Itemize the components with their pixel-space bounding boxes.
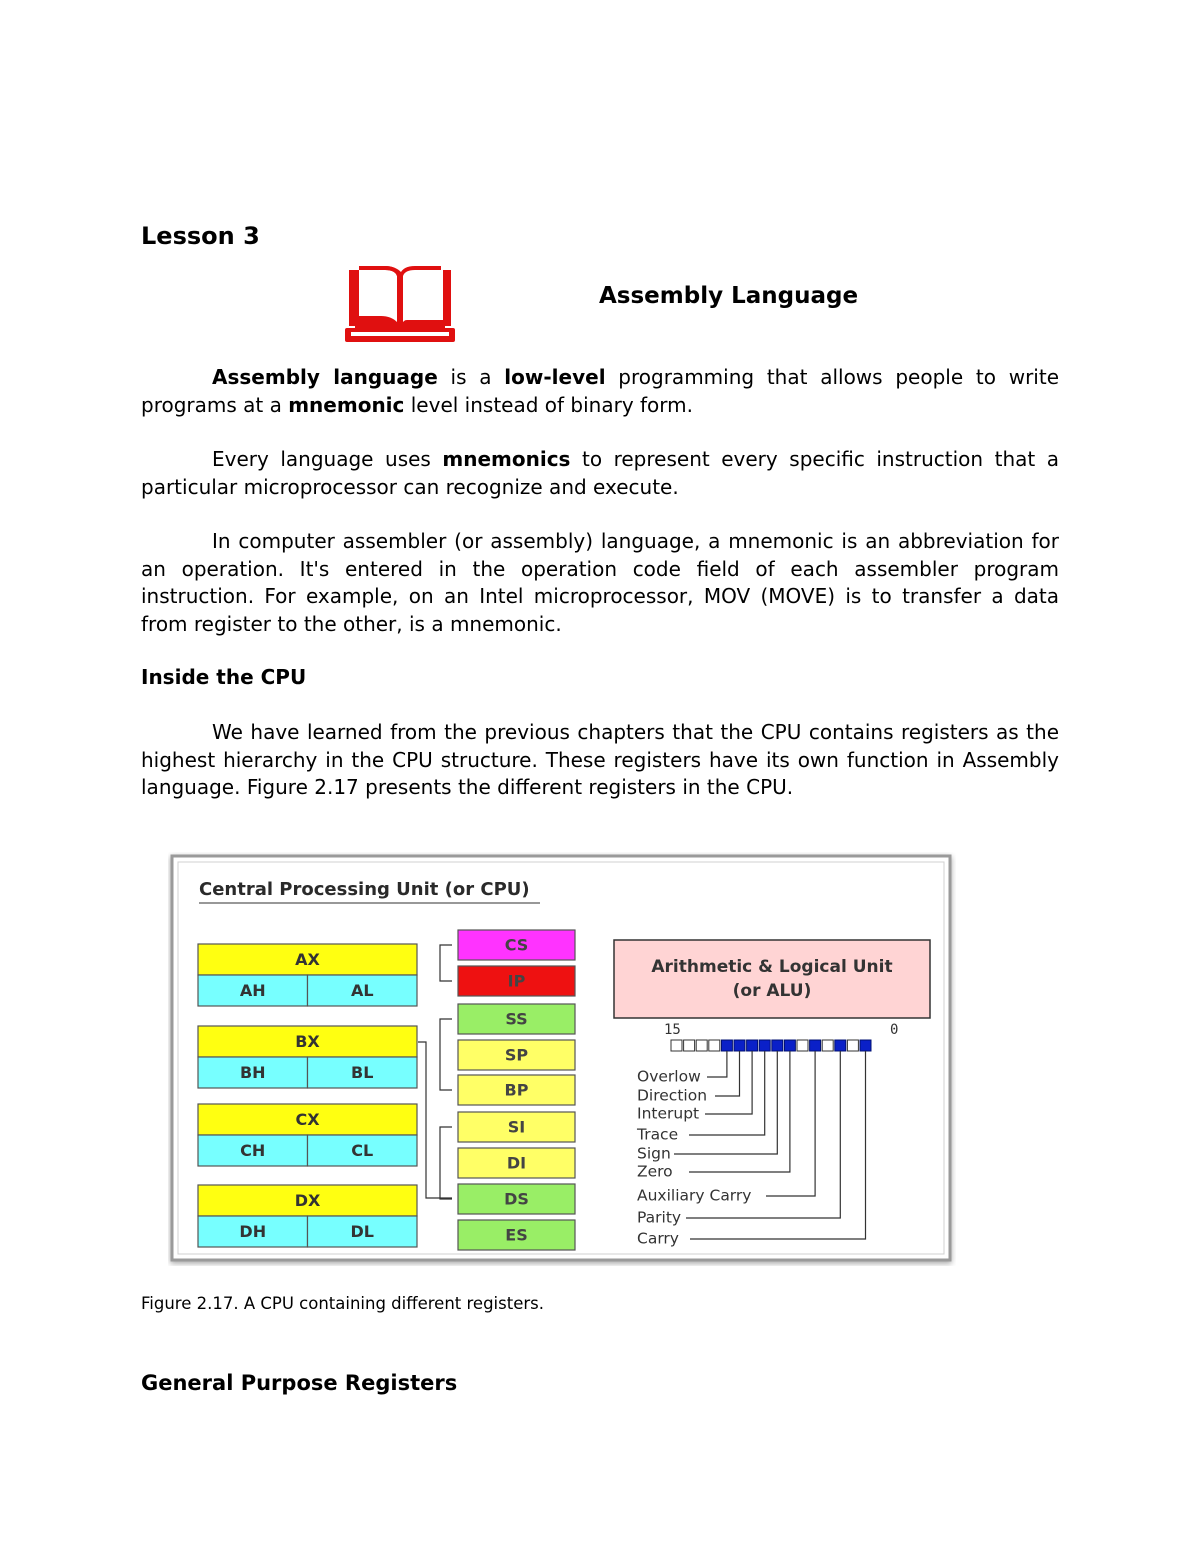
flag-label: Sign <box>637 1144 671 1163</box>
flag-bit <box>759 1040 770 1051</box>
register-label: SS <box>505 1009 528 1029</box>
register-bp <box>458 1075 575 1105</box>
register-label: CX <box>295 1110 320 1129</box>
flag-bit <box>709 1040 720 1051</box>
section-heading-inside-cpu: Inside the CPU <box>141 665 307 689</box>
flag-label: Carry <box>637 1229 679 1248</box>
figure-caption: Figure 2.17. A CPU containing different registers. <box>141 1294 544 1313</box>
register-di <box>458 1148 575 1178</box>
register-cx <box>198 1104 417 1166</box>
register-cs <box>458 930 575 960</box>
flag-bit <box>847 1040 858 1051</box>
register-sp <box>458 1040 575 1070</box>
document-title: Assembly Language <box>599 283 859 309</box>
register-high-label: AH <box>239 981 266 1000</box>
register-low-label: BL <box>351 1063 374 1082</box>
flag-bit <box>860 1040 871 1051</box>
flag-bit <box>784 1040 795 1051</box>
register-ds <box>458 1184 575 1214</box>
register-ip <box>458 966 575 996</box>
flag-label: Parity <box>637 1208 682 1227</box>
register-label: DI <box>506 1153 527 1173</box>
register-high-label: BH <box>239 1063 266 1082</box>
flag-bit <box>684 1040 695 1051</box>
cpu-figure <box>168 852 956 1266</box>
flag-bit <box>671 1040 682 1051</box>
register-label: BP <box>504 1080 529 1100</box>
register-si <box>458 1112 575 1142</box>
flag-bit <box>835 1040 846 1051</box>
register-label: SI <box>507 1117 526 1137</box>
register-label: CS <box>504 935 529 955</box>
register-dx <box>198 1185 417 1247</box>
register-high-label: DH <box>239 1222 267 1241</box>
register-es <box>458 1220 575 1250</box>
register-label: BX <box>295 1032 320 1051</box>
flag-bit <box>747 1040 758 1051</box>
bold-term: low-level <box>504 365 606 389</box>
bit-high-label: 15 <box>664 1022 681 1038</box>
alu-box <box>614 940 930 1018</box>
register-bx <box>198 1026 417 1088</box>
alu-label-line1: Arithmetic & Logical Unit <box>651 957 893 977</box>
book-icon <box>345 262 455 344</box>
register-low-label: CL <box>351 1141 374 1160</box>
register-label: DX <box>294 1191 321 1210</box>
figure-title: Central Processing Unit (or CPU) <box>199 879 530 900</box>
register-low-label: AL <box>350 981 374 1000</box>
flag-bit <box>734 1040 745 1051</box>
alu-label-line2: (or ALU) <box>732 981 812 1001</box>
flag-label: Overlow <box>637 1067 701 1086</box>
register-label: AX <box>295 950 320 969</box>
section-heading-general-purpose-registers: General Purpose Registers <box>141 1371 458 1395</box>
register-high-label: CH <box>240 1141 266 1160</box>
paragraph-intro: Assembly language is a low-level programming that allows people to write programs at a mnemonic level instead of binary form. <box>141 365 1060 417</box>
register-ax <box>198 944 417 1006</box>
bit-low-label: 0 <box>890 1022 899 1038</box>
register-label: DS <box>504 1189 529 1209</box>
flag-bit <box>810 1040 821 1051</box>
flag-label: Interupt <box>637 1104 700 1123</box>
paragraph-mnemonic-definition: In computer assembler (or assembly) language, a mnemonic is an abbreviation for an operation. It's entered in the operation code field of each assembler program instruction. For example, on an Intel microprocessor, MOV (MOVE) is to transfer a data from register to the other, is a mnemonic. <box>141 529 1059 636</box>
flag-bit <box>721 1040 732 1051</box>
paragraph-mnemonics: Every language uses mnemonics to represent every specific instruction that a particular microprocessor can recognize and execute. <box>141 447 1060 499</box>
register-label: ES <box>505 1225 528 1245</box>
flag-label: Trace <box>637 1125 679 1144</box>
bold-term: mnemonic <box>288 392 405 417</box>
register-label: IP <box>507 971 526 991</box>
lesson-label: Lesson 3 <box>141 222 260 250</box>
flag-bit <box>696 1040 707 1051</box>
paragraph-registers: We have learned from the previous chapters that the CPU contains registers as the highest hierarchy in the CPU structure. These registers have its own function in Assembly language. Figure 2.17 presents the different registers in the CPU. <box>141 720 1059 799</box>
register-low-label: DL <box>350 1222 374 1241</box>
flag-label: Zero <box>637 1162 673 1181</box>
bold-term: mnemonics <box>442 447 571 471</box>
bold-term: Assembly language <box>212 365 438 389</box>
flag-bit <box>772 1040 783 1051</box>
flag-bit <box>822 1040 833 1051</box>
register-label: SP <box>504 1045 529 1065</box>
flag-bit <box>797 1040 808 1051</box>
register-ss <box>458 1004 575 1034</box>
flag-label: Auxiliary Carry <box>637 1186 752 1205</box>
flag-label: Direction <box>637 1086 708 1105</box>
